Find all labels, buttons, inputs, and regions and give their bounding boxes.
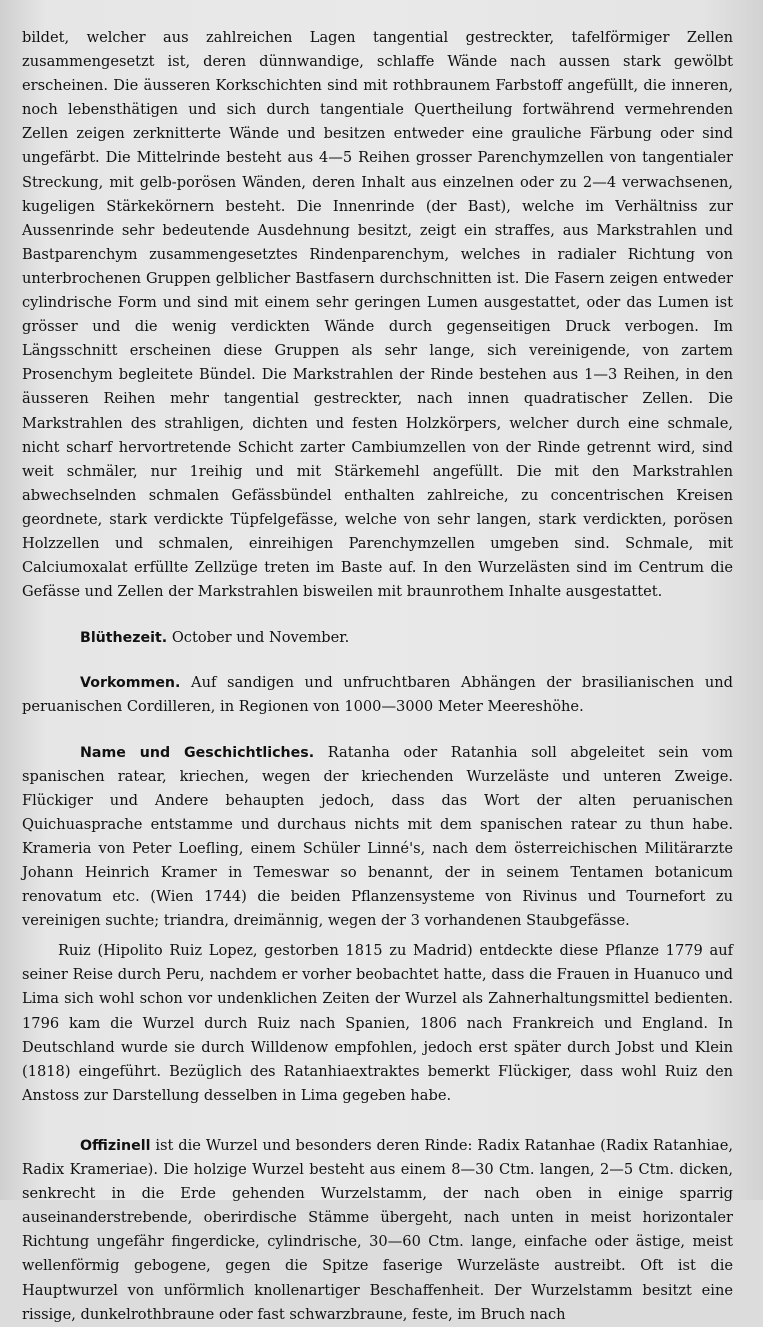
heading-vorkommen: Vorkommen. — [80, 675, 181, 692]
paragraph-anatomy: bildet, welcher aus zahlreichen Lagen tangential gestreckter, tafelförmiger Zellen zusammengesetzt ist, deren dünnwandige, schlaffe Wände nach aussen stark gewölbt erscheinen. Die äusseren Korkschichten sind mit rothbraunem Farbstoff angefüllt, die inneren, noch lebensthätigen und sich durch tangentiale Quertheilung fortwährend vermehrenden Zellen zeigen zerknitterte Wände und besitzen entweder eine grauliche Färbung oder sind ungefärbt. Die Mittelrinde besteht aus 4—5 Reihen grosser Parenchymzellen von tangentialer Streckung, mit gelb-porösen Wänden, deren Inhalt aus einzelnen oder zu 2—4 verwachsenen, kugeligen Stärkekörnern besteht. Die Innenrinde (der Bast), welche im Verhältniss zur Aussenrinde sehr bedeutende Ausdehnung besitzt, zeigt ein straffes, aus Markstrahlen und Bastparenchym zusammengesetztes Rindenparenchym, welches in radialer Richtung von unterbrochenen Gruppen gelblicher Bastfasern durchschnitten ist. Die Fasern zeigen entweder cylindrische Form und sind mit einem sehr geringen Lumen ausgestattet, oder das Lumen ist grösser und die wenig verdickten Wände durch gegenseitigen Druck verbogen. Im Längsschnitt erscheinen diese Gruppen als sehr lange, sich vereinigende, von zartem Prosenchym begleitete Bündel. Die Markstrahlen der Rinde bestehen aus 1—3 Reihen, in den äusseren Reihen mehr tangential gestreckter, nach innen quadratischer Zellen. Die Markstrahlen des strahligen, dichten und festen Holzkörpers, welcher durch eine schmale, nicht scharf hervortretende Schicht zarter Cambiumzellen von der Rinde getrennt wird, sind weit schmäler, nur 1reihig und mit Stärkemehl angefüllt. Die mit den Markstrahlen abwechselnden schmalen Gefässbündel enthalten zahlreiche, zu concentrischen Kreisen geordnete, stark verdickte Tüpfelgefässe, welche von sehr langen, stark verdickten, porösen Holzzellen und schmalen, einreihigen Parenchymzellen umgeben sind. Schmale, mit Calciumoxalat erfüllte Zellzüge treten im Baste auf. In den Wurzelästen sind im Centrum die Gefässe und Zellen der Markstrahlen bisweilen mit braunrothem Inhalte ausgestattet. — [22, 29, 733, 601]
heading-offizinell: Offizinell — [80, 1137, 151, 1154]
paragraph-offizinell — [22, 1134, 733, 1327]
heading-name-geschichte: Name und Geschichtliches. — [80, 744, 315, 761]
paragraph-ruiz: Ruiz (Hipolito Ruiz Lopez, gestorben 1815 zu Madrid) entdeckte diese Pflanze 1779 auf seiner Reise durch Peru, nachdem er vorher beobachtet hatte, dass die Frauen in Huanuco und Lima sich wohl schon vor undenklichen Zeiten der Wurzel als Zahnerhaltungsmittel bedienten. 1796 kam die Wurzel durch Ruiz nach Spanien, 1806 nach Frankreich und England. In Deutschland wurde sie durch Willdenow empfohlen, jedoch erst später durch Jobst und Klein (1818) eingeführt. Bezüglich des Ratanhiaextraktes bemerkt Flückiger, dass wohl Ruiz den Anstoss zur Darstellung desselben in Lima gegeben habe. — [22, 942, 733, 1104]
name-geschichte-text: Ratanha oder Ratanhia soll abgeleitet sein vom spanischen ratear, kriechen, wegen der kriechenden Wurzeläste und unteren Zweige. Flückiger und Andere behaupten jedoch, dass das Wort der alten peruanischen Quichuasprache entstamme und durchaus nichts mit dem spanischen ratear zu thun habe. Krameria von Peter Loefling, einem Schüler Linné's, nach dem österreichischen Militärarzte Johann Heinrich Kramer in Temeswar so benannt, der in seinem Tentamen botanicum renovatum etc. (Wien 1744) die beiden Pflanzensysteme von Rivinus und Tournefort zu vereinigen suchte; triandra, dreimännig, wegen der 3 vorhandenen Staubgefässe. — [22, 743, 734, 930]
heading-bluethezeit: Blüthezeit. — [80, 630, 168, 647]
vorkommen-text: Auf sandigen und unfruchtbaren Abhängen der brasilianischen und peruanischen Cordilleren, in Regionen von 1000—3000 Meter Meereshöhe. — [22, 674, 733, 716]
paragraph-bluethezeit — [22, 626, 733, 650]
offizinell-text: ist die Wurzel und besonders deren Rinde: Radix Ratanhae (Radix Ratanhiae, Radix Krameriae). Die holzige Wurzel besteht aus einem 8—30 Ctm. langen, 2—5 Ctm. dicken, senkrecht in die Erde gehenden Wurzelstamm, der nach oben in einige sparrig auseinanderstrebende, oberirdische Stämme übergeht, nach unten in meist horizontaler Richtung ungefähr fingerdicke, cylindrische, 30—60 Ctm. lange, einfache oder ästige, meist wellenförmig gebogene, gegen die Spitze faserige Wurzeläste austreibt. Oft ist die Hauptwurzel von unförmlich knollenartiger Beschaffenheit. Der Wurzelstamm besitzt eine rissige, dunkelrothbraune oder fast schwarzbraune, feste, im Bruch nach — [22, 1136, 733, 1323]
paragraph-name-geschichte — [22, 741, 733, 934]
paragraph-vorkommen — [22, 671, 733, 719]
bluethezeit-text: October und November. — [171, 629, 350, 647]
